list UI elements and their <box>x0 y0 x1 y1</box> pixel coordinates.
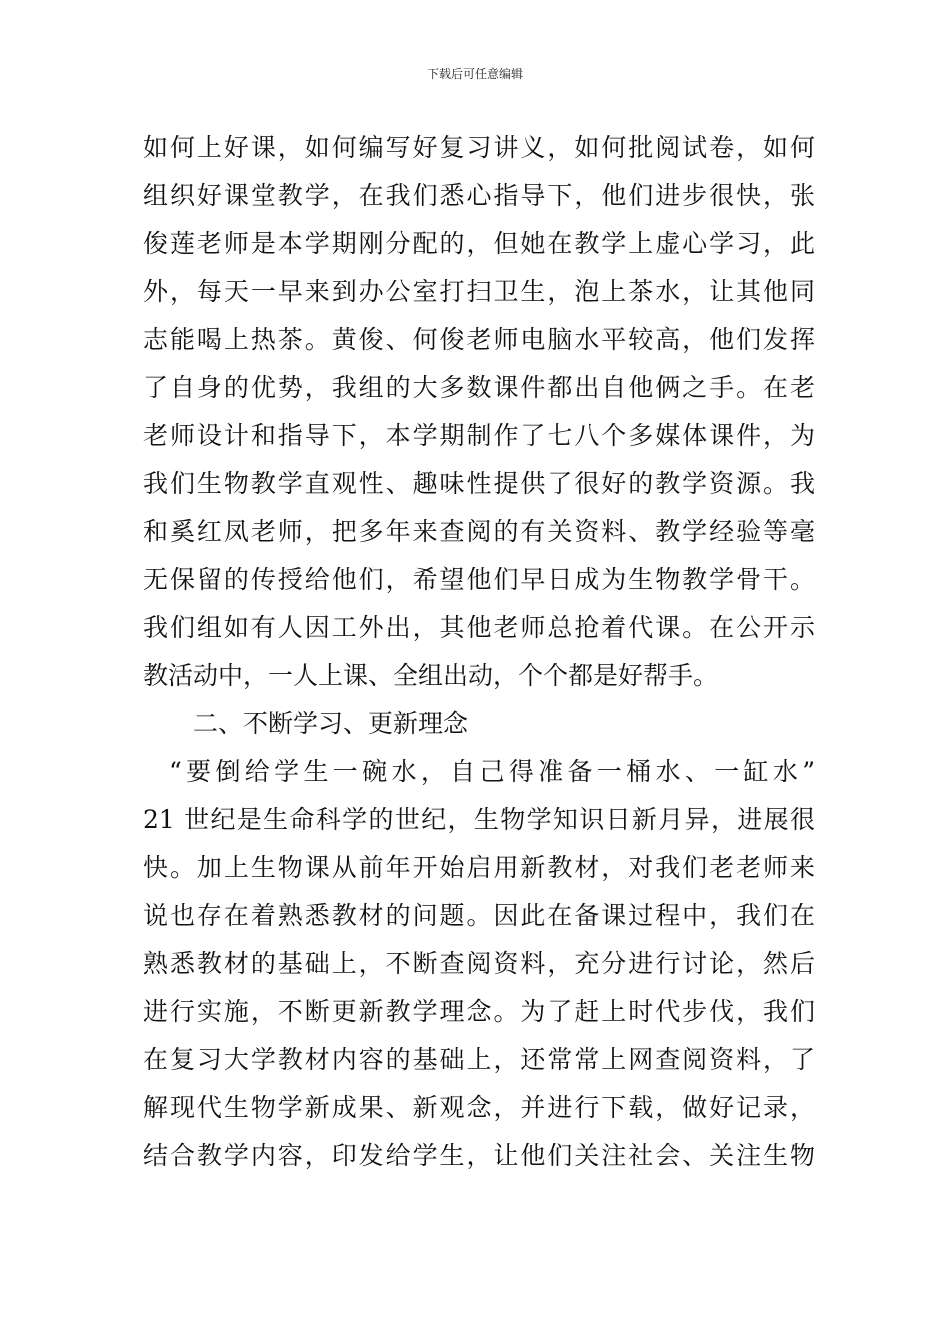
paragraph-line: 组织好课堂教学，在我们悉心指导下，他们进步很快，张 <box>143 181 815 210</box>
paragraph-line: 和奚红凤老师，把多年来查阅的有关资料、教学经验等毫 <box>143 517 815 546</box>
paragraph-line: 老师设计和指导下，本学期制作了七八个多媒体课件，为 <box>143 421 815 450</box>
paragraph-line: 我们组如有人因工外出，其他老师总抢着代课。在公开示 <box>143 613 815 642</box>
page-header: 下载后可任意编辑 <box>426 67 523 81</box>
paragraph-line: 在复习大学教材内容的基础上，还常常上网查阅资料，了 <box>143 1045 815 1074</box>
paragraph-line: 了自身的优势，我组的大多数课件都出自他俩之手。在老 <box>143 373 815 402</box>
paragraph-line: 俊莲老师是本学期刚分配的，但她在教学上虚心学习，此 <box>143 229 815 258</box>
paragraph-line: 教活动中，一人上课、全组出动，个个都是好帮手。 <box>143 661 719 690</box>
paragraph-line: 外，每天一早来到办公室打扫卫生，泡上茶水，让其他同 <box>143 277 815 306</box>
paragraph-line: 熟悉教材的基础上，不断查阅资料，充分进行讨论，然后 <box>143 949 815 978</box>
paragraph-line: 志能喝上热茶。黄俊、何俊老师电脑水平较高，他们发挥 <box>143 325 815 354</box>
paragraph-line: 如何上好课，如何编写好复习讲义，如何批阅试卷，如何 <box>143 133 815 162</box>
paragraph-line: 快。加上生物课从前年开始启用新教材，对我们老老师来 <box>143 853 815 882</box>
paragraph-line: 21 世纪是生命科学的世纪，生物学知识日新月异，进展很 <box>143 805 815 834</box>
paragraph-line: 无保留的传授给他们，希望他们早日成为生物教学骨干。 <box>143 565 815 594</box>
paragraph-line: 结合教学内容，印发给学生，让他们关注社会、关注生物 <box>143 1141 815 1170</box>
paragraph-line: 进行实施，不断更新教学理念。为了赶上时代步伐，我们 <box>143 997 815 1026</box>
paragraph-line: 解现代生物学新成果、新观念，并进行下载，做好记录， <box>143 1093 815 1122</box>
paragraph-line: 说也存在着熟悉教材的问题。因此在备课过程中，我们在 <box>143 901 815 930</box>
quote-line: “要倒给学生一碗水，自己得准备一桶水、一缸水” <box>169 757 815 786</box>
body-text <box>143 124 815 1180</box>
section-heading: 二、不断学习、更新理念 <box>193 709 469 738</box>
paragraph-line: 我们生物教学直观性、趣味性提供了很好的教学资源。我 <box>143 469 815 498</box>
